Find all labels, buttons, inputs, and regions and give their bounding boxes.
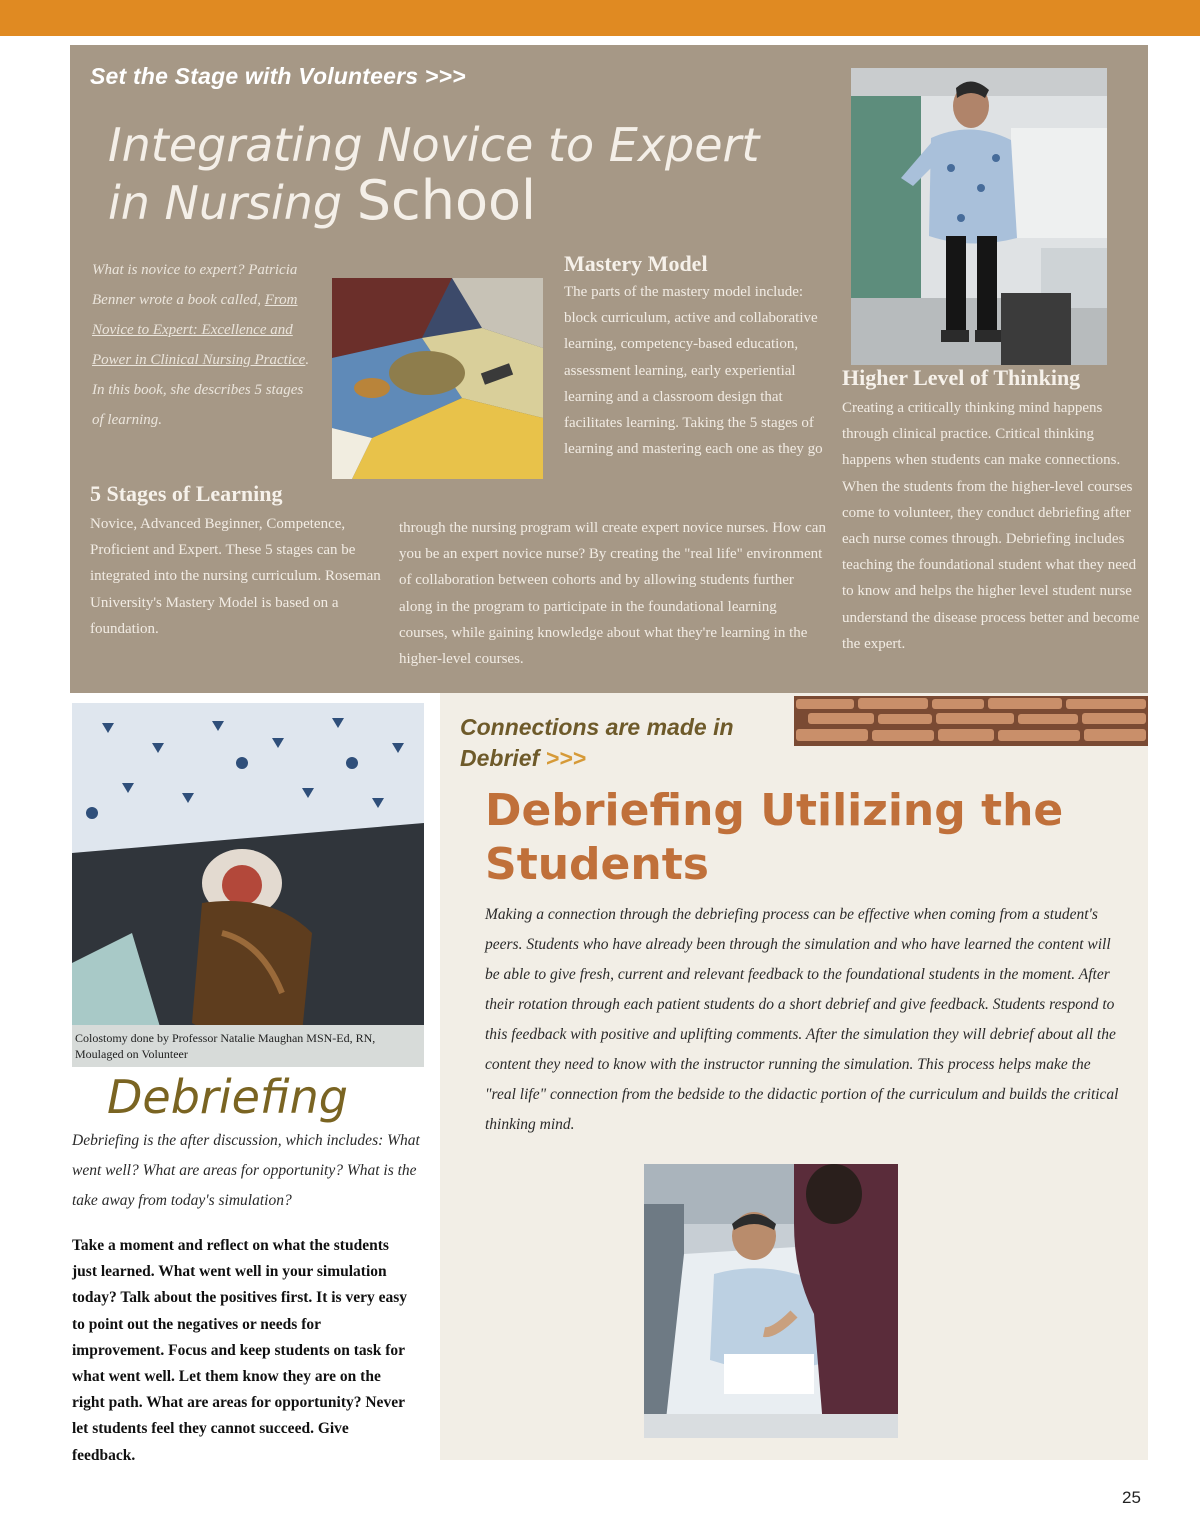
mastery-body-bottom: through the nursing program will create expert novice nurses. How can you be an expert novice nurse? By creating the "real life" environment of collaboration between cohorts and by allowing students further along in the program to participate in the foundational learning courses, while gaining knowledge about what they're learning in the higher-level courses.: [399, 520, 826, 668]
debrief-title: Debriefing Utilizing the Students: [485, 785, 1064, 890]
mastery-heading: Mastery Model: [564, 251, 708, 276]
photo-caption: Colostomy done by Professor Natalie Maughan MSN-Ed, RN, Moulaged on Volunteer: [75, 1031, 376, 1061]
book-title: From Novice to Expert: Excellence and Power in Clinical Nursing Practice: [92, 292, 306, 368]
section-kicker: Set the Stage with Volunteers >>>: [90, 63, 466, 89]
intro-text: What is novice to expert? Patricia Benner wrote a book called, From Novice to Expert: Excellence and Power in Clinical Nursing Practice. In this book, she describes 5 stages of learning.: [92, 262, 310, 428]
colostomy-photo: [72, 703, 424, 1067]
moulage-supplies-photo: [332, 278, 543, 479]
mastery-body-top: The parts of the mastery model include: block curriculum, active and collaborative learning, competency-based education, assessment learning, early experiential learning and a classroom design that facilitates learning. Taking the 5 stages of learning and mastering each one as they go: [564, 284, 823, 458]
top-accent-bar: [0, 0, 1200, 36]
debriefing-heading: Debriefing: [107, 1070, 348, 1124]
debriefing-definition: Debriefing is the after discussion, which includes: What went well? What are areas for opportunity? What is the take away from today's simulation?: [72, 1132, 420, 1209]
connections-kicker: Connections are made in Debrief >>>: [460, 714, 734, 771]
feature-panel: [70, 45, 1148, 693]
volunteer-photo: [851, 68, 1107, 365]
stages-body: Novice, Advanced Beginner, Competence, Proficient and Expert. These 5 stages can be integrated into the nursing curriculum. Roseman University's Mastery Model is based on a foundation.: [90, 516, 381, 637]
stages-heading: 5 Stages of Learning: [90, 481, 283, 506]
higher-heading: Higher Level of Thinking: [842, 365, 1081, 390]
stone-wall-banner: [794, 696, 1148, 746]
reflect-text: Take a moment and reflect on what the students just learned. What went well in your simulation today? Talk about the positives first. It is very easy to point out the negatives or needs for improvement. Focus and keep students on task for what went well. Let them know they are on the right path. What are areas for opportunity? Never let students feel they cannot succeed. Give feedback.: [72, 1237, 407, 1464]
page-number: 25: [1122, 1488, 1141, 1507]
page-title: Integrating Novice to Expert in Nursing School: [108, 118, 760, 232]
bedside-photo: [644, 1164, 898, 1438]
debrief-paragraph: Making a connection through the debriefing process can be effective when coming from a student's peers. Students who have already been through the simulation and who have learned the content will be able to give fresh, current and relevant feedback to the foundational students in the moment. After their rotation through each patient students do a short debrief and give feedback. Students respond to this feedback with positive and uplifting comments. After the simulation they will debrief about all the content they need to know with the instructor running the simulation. This process helps make the "real life" connection from the bedside to the didactic portion of the curriculum and builds the critical thinking mind.: [485, 906, 1119, 1133]
higher-body: Creating a critically thinking mind happens through clinical practice. Critical thinking happens when students can make connections. When the students from the higher-level courses come to volunteer, they conduct debriefing after each nurse comes through. Debriefing includes teaching the foundational student what they need to know and helps the higher level student nurse understand the disease process better and become the expert.: [842, 400, 1140, 652]
